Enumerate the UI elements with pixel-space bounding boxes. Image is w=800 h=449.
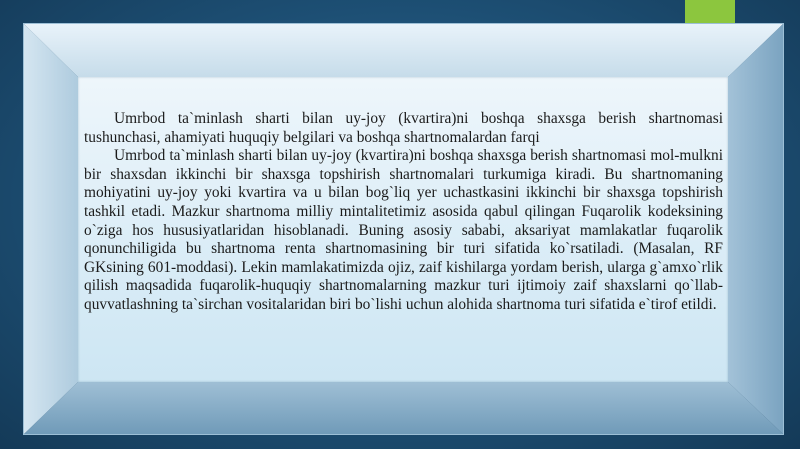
slide-text bbox=[84, 110, 723, 315]
bevel-top bbox=[23, 23, 784, 77]
bevel-left bbox=[23, 23, 78, 435]
bevel-right bbox=[728, 23, 784, 435]
slide-body-paragraph: Umrbod ta`minlash sharti bilan uy-joy (kvartira)ni boshqa shaxsga berish shartnomasi mol-mulkni bir shaxsdan ikkinchi bir shaxsga topshirish shartnomalari turkumiga kiradi. Bu shartnomaning mohiyatini uy-joy yoki kvartira va u bilan bog`liq yer uchastkasini ikkinchi bir shaxsga topshirish tashkil etadi. Mazkur shartnoma milliy mintalitetimiz asosida qabul qilingan Fuqarolik kodeksining o`ziga hos hususiyatlaridan hisoblanadi. Buning asosiy sababi, aksariyat mamlakatlar fuqarolik qonunchiligida bu shartnoma renta shartnomasining bir turi sifatida ko`rsatiladi. (Masalan, RF GKsining 601-moddasi). Lekin mamlakatimizda ojiz, zaif kishilarga yordam berish, ularga g`amxo`rlik qilish maqsadida fuqarolik-huquqiy shartnomalarning mazkur turi ijtimoiy zaif shaxslarni qo`llab-quvvatlashning ta`sirchan vositalaridan biri bo`lishi uchun alohida shartnoma turi sifatida e`tirof etildi. bbox=[84, 147, 723, 313]
bevel-bottom bbox=[23, 382, 784, 435]
slide-heading: Umrbod ta`minlash sharti bilan uy-joy (kvartira)ni boshqa shaxsga berish shartnomasi tushunchasi, ahamiyati huquqiy belgilari va boshqa shartnomalardan farqi bbox=[84, 110, 723, 146]
